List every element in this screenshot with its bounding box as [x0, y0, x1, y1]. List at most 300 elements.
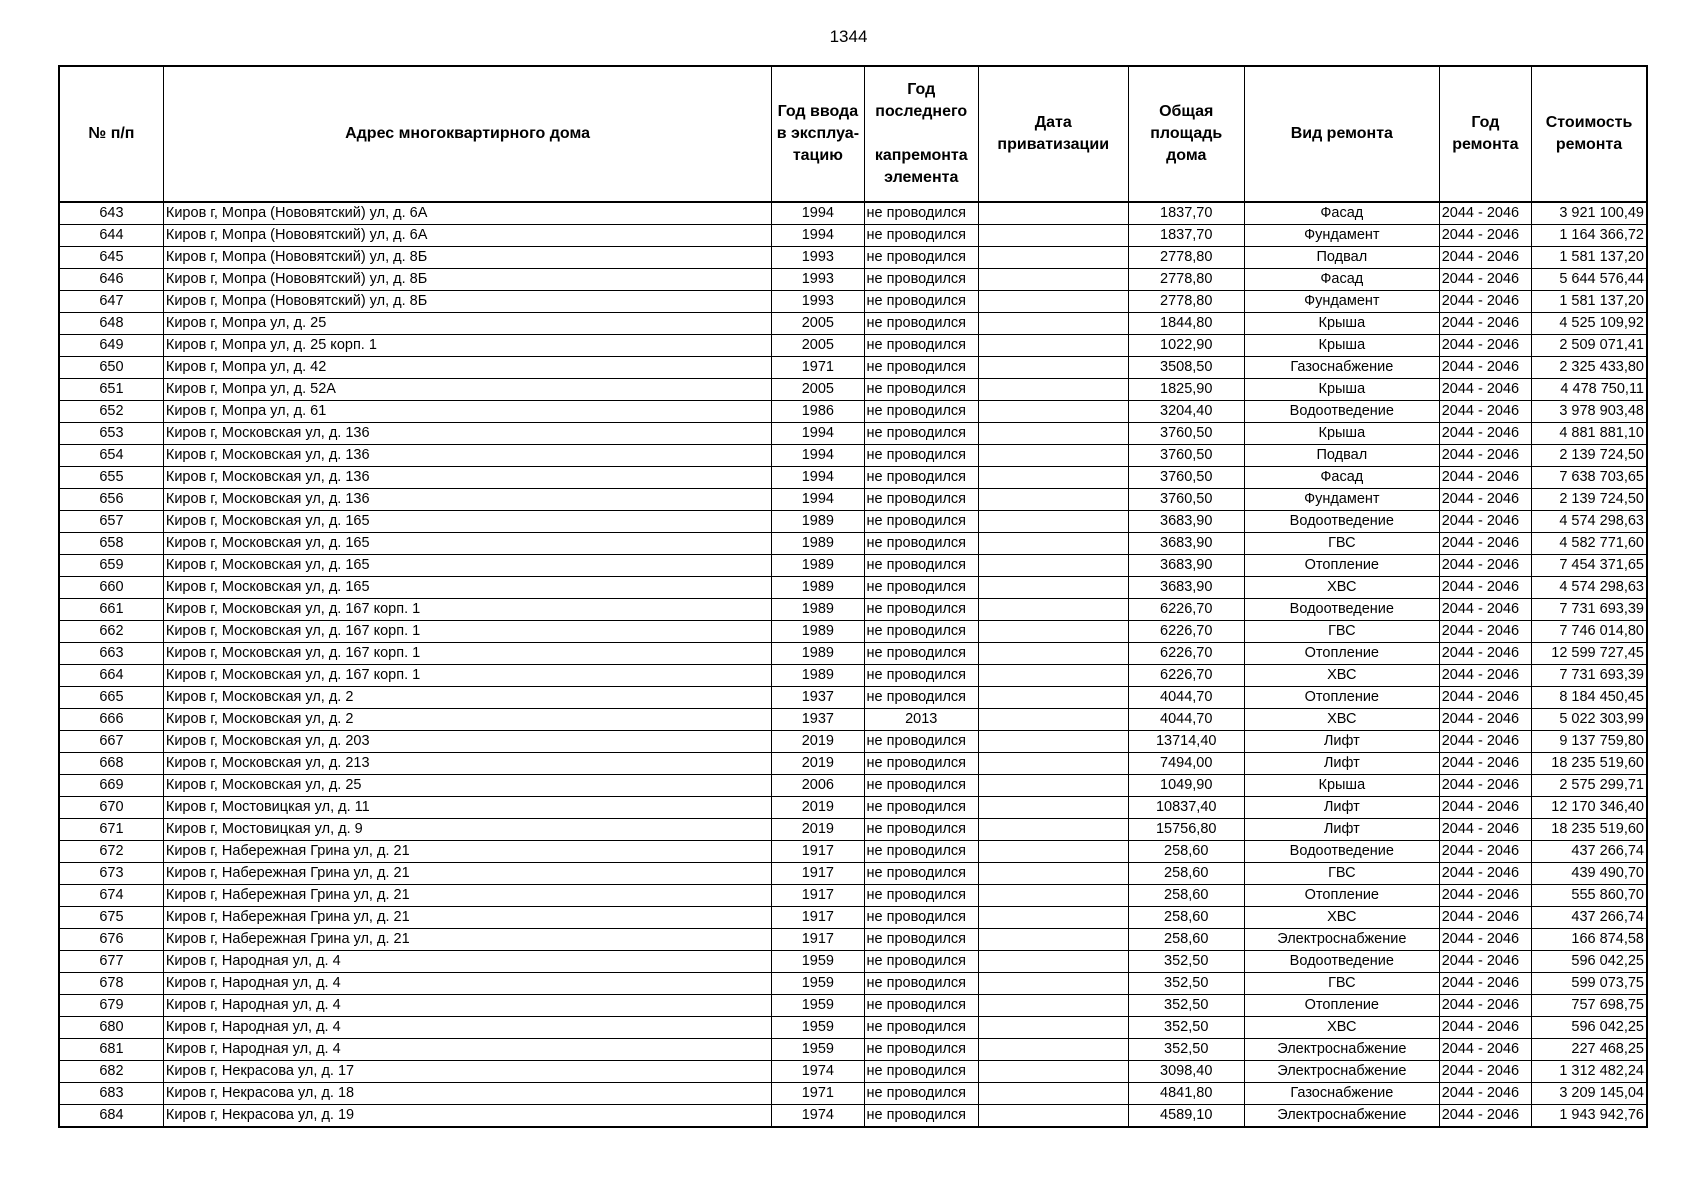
row-last-repair: не проводился	[864, 951, 978, 973]
row-repair-type: Электроснабжение	[1244, 1061, 1439, 1083]
row-year-built: 1994	[772, 467, 864, 489]
row-repair-years: 2044 - 2046	[1439, 467, 1531, 489]
row-repair-type: Крыша	[1244, 775, 1439, 797]
row-last-repair: не проводился	[864, 687, 978, 709]
row-last-repair: не проводился	[864, 225, 978, 247]
row-number: 651	[59, 379, 163, 401]
row-area: 3683,90	[1128, 533, 1244, 555]
row-repair-years: 2044 - 2046	[1439, 643, 1531, 665]
row-area: 1844,80	[1128, 313, 1244, 335]
row-address: Киров г, Московская ул, д. 136	[163, 489, 771, 511]
row-address: Киров г, Народная ул, д. 4	[163, 1017, 771, 1039]
row-privatization	[978, 687, 1128, 709]
row-cost: 596 042,25	[1532, 1017, 1647, 1039]
row-address: Киров г, Народная ул, д. 4	[163, 973, 771, 995]
row-cost: 18 235 519,60	[1532, 819, 1647, 841]
row-privatization	[978, 753, 1128, 775]
row-area: 6226,70	[1128, 621, 1244, 643]
row-repair-years: 2044 - 2046	[1439, 973, 1531, 995]
row-last-repair: не проводился	[864, 291, 978, 313]
row-privatization	[978, 379, 1128, 401]
row-area: 4589,10	[1128, 1105, 1244, 1128]
row-privatization	[978, 797, 1128, 819]
row-repair-years: 2044 - 2046	[1439, 665, 1531, 687]
row-number: 673	[59, 863, 163, 885]
row-last-repair: не проводился	[864, 753, 978, 775]
row-last-repair: не проводился	[864, 1061, 978, 1083]
row-cost: 2 139 724,50	[1532, 489, 1647, 511]
table-row	[59, 687, 1647, 709]
row-number: 660	[59, 577, 163, 599]
row-address: Киров г, Московская ул, д. 136	[163, 445, 771, 467]
row-cost: 2 325 433,80	[1532, 357, 1647, 379]
table-row	[59, 775, 1647, 797]
row-number: 659	[59, 555, 163, 577]
row-cost: 2 139 724,50	[1532, 445, 1647, 467]
row-year-built: 1917	[772, 841, 864, 863]
row-repair-type: Лифт	[1244, 731, 1439, 753]
row-address: Киров г, Набережная Грина ул, д. 21	[163, 929, 771, 951]
row-last-repair: не проводился	[864, 885, 978, 907]
row-address: Киров г, Набережная Грина ул, д. 21	[163, 907, 771, 929]
row-last-repair: не проводился	[864, 841, 978, 863]
row-area: 6226,70	[1128, 665, 1244, 687]
table-row	[59, 1061, 1647, 1083]
row-last-repair: не проводился	[864, 775, 978, 797]
row-repair-type: Лифт	[1244, 753, 1439, 775]
row-last-repair: не проводился	[864, 335, 978, 357]
header-last-repair: Год последнего капремонта элемента	[864, 66, 978, 202]
row-area: 258,60	[1128, 863, 1244, 885]
row-year-built: 1989	[772, 511, 864, 533]
row-repair-type: Отопление	[1244, 995, 1439, 1017]
row-number: 683	[59, 1083, 163, 1105]
row-year-built: 1959	[772, 951, 864, 973]
table-row	[59, 423, 1647, 445]
table-header	[59, 66, 1647, 202]
row-cost: 227 468,25	[1532, 1039, 1647, 1061]
table-row	[59, 973, 1647, 995]
row-repair-years: 2044 - 2046	[1439, 863, 1531, 885]
row-repair-type: Отопление	[1244, 643, 1439, 665]
row-area: 1837,70	[1128, 202, 1244, 225]
row-year-built: 1917	[772, 863, 864, 885]
row-cost: 4 582 771,60	[1532, 533, 1647, 555]
table-row	[59, 885, 1647, 907]
row-area: 1825,90	[1128, 379, 1244, 401]
row-cost: 3 921 100,49	[1532, 202, 1647, 225]
row-repair-type: ХВС	[1244, 907, 1439, 929]
row-cost: 7 731 693,39	[1532, 599, 1647, 621]
row-repair-years: 2044 - 2046	[1439, 929, 1531, 951]
row-address: Киров г, Мопра (Нововятский) ул, д. 8Б	[163, 291, 771, 313]
row-privatization	[978, 291, 1128, 313]
row-address: Киров г, Московская ул, д. 165	[163, 577, 771, 599]
row-repair-years: 2044 - 2046	[1439, 269, 1531, 291]
row-repair-type: Крыша	[1244, 313, 1439, 335]
row-cost: 4 881 881,10	[1532, 423, 1647, 445]
row-cost: 1 943 942,76	[1532, 1105, 1647, 1128]
row-year-built: 1937	[772, 687, 864, 709]
row-cost: 757 698,75	[1532, 995, 1647, 1017]
row-privatization	[978, 709, 1128, 731]
row-repair-type: Водоотведение	[1244, 599, 1439, 621]
row-year-built: 1989	[772, 621, 864, 643]
row-last-repair: не проводился	[864, 357, 978, 379]
row-repair-type: Электроснабжение	[1244, 1105, 1439, 1128]
row-repair-type: Отопление	[1244, 885, 1439, 907]
row-cost: 4 478 750,11	[1532, 379, 1647, 401]
header-area: Общая площадь дома	[1128, 66, 1244, 202]
row-privatization	[978, 775, 1128, 797]
row-address: Киров г, Мопра (Нововятский) ул, д. 6А	[163, 225, 771, 247]
row-number: 675	[59, 907, 163, 929]
row-privatization	[978, 863, 1128, 885]
row-year-built: 1974	[772, 1105, 864, 1128]
row-number: 667	[59, 731, 163, 753]
row-address: Киров г, Московская ул, д. 165	[163, 533, 771, 555]
row-year-built: 1917	[772, 907, 864, 929]
row-privatization	[978, 357, 1128, 379]
row-area: 10837,40	[1128, 797, 1244, 819]
row-last-repair: не проводился	[864, 577, 978, 599]
row-repair-type: Электроснабжение	[1244, 1039, 1439, 1061]
row-cost: 12 599 727,45	[1532, 643, 1647, 665]
row-number: 661	[59, 599, 163, 621]
row-repair-type: Отопление	[1244, 555, 1439, 577]
row-last-repair: не проводился	[864, 995, 978, 1017]
row-privatization	[978, 951, 1128, 973]
row-last-repair: не проводился	[864, 973, 978, 995]
table-row	[59, 709, 1647, 731]
row-privatization	[978, 445, 1128, 467]
row-address: Киров г, Мопра ул, д. 25 корп. 1	[163, 335, 771, 357]
row-privatization	[978, 885, 1128, 907]
row-repair-type: Лифт	[1244, 797, 1439, 819]
row-repair-years: 2044 - 2046	[1439, 775, 1531, 797]
row-number: 654	[59, 445, 163, 467]
row-last-repair: не проводился	[864, 1083, 978, 1105]
table-row	[59, 555, 1647, 577]
row-year-built: 1937	[772, 709, 864, 731]
row-area: 13714,40	[1128, 731, 1244, 753]
row-last-repair: не проводился	[864, 401, 978, 423]
row-number: 655	[59, 467, 163, 489]
row-number: 684	[59, 1105, 163, 1128]
row-number: 672	[59, 841, 163, 863]
row-number: 671	[59, 819, 163, 841]
row-area: 258,60	[1128, 907, 1244, 929]
row-cost: 18 235 519,60	[1532, 753, 1647, 775]
row-number: 681	[59, 1039, 163, 1061]
row-privatization	[978, 1061, 1128, 1083]
table-row	[59, 445, 1647, 467]
row-last-repair: не проводился	[864, 511, 978, 533]
row-number: 653	[59, 423, 163, 445]
row-privatization	[978, 731, 1128, 753]
row-repair-years: 2044 - 2046	[1439, 533, 1531, 555]
row-year-built: 1959	[772, 1039, 864, 1061]
row-address: Киров г, Московская ул, д. 2	[163, 709, 771, 731]
row-number: 645	[59, 247, 163, 269]
row-area: 3683,90	[1128, 555, 1244, 577]
row-repair-years: 2044 - 2046	[1439, 753, 1531, 775]
row-cost: 2 509 071,41	[1532, 335, 1647, 357]
row-repair-years: 2044 - 2046	[1439, 709, 1531, 731]
row-repair-type: Лифт	[1244, 819, 1439, 841]
row-repair-years: 2044 - 2046	[1439, 511, 1531, 533]
row-last-repair: не проводился	[864, 489, 978, 511]
table-row	[59, 1105, 1647, 1128]
row-privatization	[978, 511, 1128, 533]
row-repair-years: 2044 - 2046	[1439, 379, 1531, 401]
table-row	[59, 841, 1647, 863]
table-row	[59, 929, 1647, 951]
row-address: Киров г, Московская ул, д. 25	[163, 775, 771, 797]
row-address: Киров г, Московская ул, д. 167 корп. 1	[163, 665, 771, 687]
row-number: 664	[59, 665, 163, 687]
row-address: Киров г, Мопра (Нововятский) ул, д. 8Б	[163, 247, 771, 269]
row-cost: 5 644 576,44	[1532, 269, 1647, 291]
table-row	[59, 533, 1647, 555]
row-cost: 4 525 109,92	[1532, 313, 1647, 335]
row-repair-years: 2044 - 2046	[1439, 599, 1531, 621]
row-cost: 596 042,25	[1532, 951, 1647, 973]
row-repair-type: Фундамент	[1244, 489, 1439, 511]
row-year-built: 1989	[772, 599, 864, 621]
row-last-repair: не проводился	[864, 247, 978, 269]
header-address: Адрес многоквартирного дома	[163, 66, 771, 202]
row-last-repair: не проводился	[864, 269, 978, 291]
table-row	[59, 379, 1647, 401]
row-cost: 4 574 298,63	[1532, 511, 1647, 533]
row-last-repair: 2013	[864, 709, 978, 731]
row-number: 663	[59, 643, 163, 665]
row-number: 670	[59, 797, 163, 819]
row-privatization	[978, 1039, 1128, 1061]
table-row	[59, 467, 1647, 489]
row-cost: 2 575 299,71	[1532, 775, 1647, 797]
row-cost: 437 266,74	[1532, 841, 1647, 863]
header-num: № п/п	[59, 66, 163, 202]
row-last-repair: не проводился	[864, 202, 978, 225]
row-number: 643	[59, 202, 163, 225]
row-area: 6226,70	[1128, 599, 1244, 621]
row-address: Киров г, Московская ул, д. 165	[163, 555, 771, 577]
row-cost: 1 581 137,20	[1532, 247, 1647, 269]
row-area: 6226,70	[1128, 643, 1244, 665]
row-repair-years: 2044 - 2046	[1439, 995, 1531, 1017]
row-address: Киров г, Московская ул, д. 136	[163, 423, 771, 445]
row-year-built: 1994	[772, 489, 864, 511]
row-cost: 5 022 303,99	[1532, 709, 1647, 731]
row-repair-years: 2044 - 2046	[1439, 202, 1531, 225]
row-last-repair: не проводился	[864, 797, 978, 819]
table-row	[59, 291, 1647, 313]
row-privatization	[978, 1105, 1128, 1128]
row-repair-type: ГВС	[1244, 973, 1439, 995]
row-year-built: 1993	[772, 269, 864, 291]
row-repair-years: 2044 - 2046	[1439, 445, 1531, 467]
row-last-repair: не проводился	[864, 1039, 978, 1061]
row-year-built: 1994	[772, 225, 864, 247]
row-repair-years: 2044 - 2046	[1439, 1061, 1531, 1083]
row-repair-type: Фасад	[1244, 202, 1439, 225]
row-year-built: 2005	[772, 313, 864, 335]
row-address: Киров г, Мопра ул, д. 61	[163, 401, 771, 423]
row-repair-years: 2044 - 2046	[1439, 951, 1531, 973]
table-row	[59, 577, 1647, 599]
row-last-repair: не проводился	[864, 1017, 978, 1039]
row-repair-years: 2044 - 2046	[1439, 841, 1531, 863]
row-number: 665	[59, 687, 163, 709]
row-cost: 599 073,75	[1532, 973, 1647, 995]
row-year-built: 1989	[772, 533, 864, 555]
capital-repair-table	[58, 65, 1648, 1128]
row-area: 15756,80	[1128, 819, 1244, 841]
row-number: 648	[59, 313, 163, 335]
row-area: 3760,50	[1128, 489, 1244, 511]
row-area: 3683,90	[1128, 577, 1244, 599]
row-area: 352,50	[1128, 951, 1244, 973]
row-repair-type: ХВС	[1244, 577, 1439, 599]
row-repair-type: Крыша	[1244, 379, 1439, 401]
row-cost: 7 454 371,65	[1532, 555, 1647, 577]
row-address: Киров г, Мопра ул, д. 52А	[163, 379, 771, 401]
row-area: 3204,40	[1128, 401, 1244, 423]
row-privatization	[978, 335, 1128, 357]
table-row	[59, 335, 1647, 357]
row-year-built: 1917	[772, 885, 864, 907]
row-number: 646	[59, 269, 163, 291]
table-row	[59, 225, 1647, 247]
row-year-built: 1989	[772, 555, 864, 577]
row-area: 4044,70	[1128, 687, 1244, 709]
row-number: 679	[59, 995, 163, 1017]
row-last-repair: не проводился	[864, 929, 978, 951]
row-cost: 3 209 145,04	[1532, 1083, 1647, 1105]
row-area: 1022,90	[1128, 335, 1244, 357]
row-privatization	[978, 225, 1128, 247]
row-number: 649	[59, 335, 163, 357]
row-repair-years: 2044 - 2046	[1439, 335, 1531, 357]
row-address: Киров г, Московская ул, д. 213	[163, 753, 771, 775]
row-year-built: 2019	[772, 797, 864, 819]
table-row	[59, 313, 1647, 335]
row-privatization	[978, 621, 1128, 643]
row-year-built: 1989	[772, 665, 864, 687]
row-privatization	[978, 665, 1128, 687]
row-repair-type: Водоотведение	[1244, 841, 1439, 863]
row-cost: 1 581 137,20	[1532, 291, 1647, 313]
row-area: 3760,50	[1128, 423, 1244, 445]
row-repair-years: 2044 - 2046	[1439, 225, 1531, 247]
row-area: 1837,70	[1128, 225, 1244, 247]
row-repair-years: 2044 - 2046	[1439, 247, 1531, 269]
row-privatization	[978, 1017, 1128, 1039]
row-address: Киров г, Мопра ул, д. 25	[163, 313, 771, 335]
row-repair-years: 2044 - 2046	[1439, 1039, 1531, 1061]
header-year-built: Год ввода в эксплуа-тацию	[772, 66, 864, 202]
row-repair-years: 2044 - 2046	[1439, 1017, 1531, 1039]
row-year-built: 2005	[772, 335, 864, 357]
row-number: 676	[59, 929, 163, 951]
row-last-repair: не проводился	[864, 445, 978, 467]
row-number: 662	[59, 621, 163, 643]
row-area: 352,50	[1128, 1039, 1244, 1061]
row-cost: 4 574 298,63	[1532, 577, 1647, 599]
row-repair-type: ГВС	[1244, 533, 1439, 555]
row-number: 657	[59, 511, 163, 533]
row-year-built: 1959	[772, 1017, 864, 1039]
row-privatization	[978, 995, 1128, 1017]
header-cost: Стоимость ремонта	[1532, 66, 1647, 202]
table-row	[59, 511, 1647, 533]
row-repair-type: Подвал	[1244, 247, 1439, 269]
row-privatization	[978, 247, 1128, 269]
table-row	[59, 665, 1647, 687]
row-number: 674	[59, 885, 163, 907]
table-row	[59, 819, 1647, 841]
row-number: 658	[59, 533, 163, 555]
table-row	[59, 731, 1647, 753]
row-address: Киров г, Народная ул, д. 4	[163, 1039, 771, 1061]
row-repair-years: 2044 - 2046	[1439, 291, 1531, 313]
row-repair-type: Отопление	[1244, 687, 1439, 709]
row-area: 2778,80	[1128, 247, 1244, 269]
row-number: 668	[59, 753, 163, 775]
table-row	[59, 489, 1647, 511]
table-row	[59, 753, 1647, 775]
row-privatization	[978, 489, 1128, 511]
row-cost: 437 266,74	[1532, 907, 1647, 929]
row-cost: 1 312 482,24	[1532, 1061, 1647, 1083]
row-area: 3508,50	[1128, 357, 1244, 379]
row-number: 678	[59, 973, 163, 995]
row-number: 680	[59, 1017, 163, 1039]
row-address: Киров г, Мостовицкая ул, д. 9	[163, 819, 771, 841]
row-repair-years: 2044 - 2046	[1439, 423, 1531, 445]
table-body	[59, 202, 1647, 1127]
table-row	[59, 907, 1647, 929]
row-year-built: 1959	[772, 995, 864, 1017]
row-last-repair: не проводился	[864, 819, 978, 841]
row-number: 669	[59, 775, 163, 797]
row-repair-years: 2044 - 2046	[1439, 1083, 1531, 1105]
row-address: Киров г, Мопра (Нововятский) ул, д. 8Б	[163, 269, 771, 291]
row-address: Киров г, Московская ул, д. 167 корп. 1	[163, 599, 771, 621]
row-repair-type: Подвал	[1244, 445, 1439, 467]
row-repair-type: Фасад	[1244, 467, 1439, 489]
row-year-built: 2005	[772, 379, 864, 401]
row-address: Киров г, Народная ул, д. 4	[163, 995, 771, 1017]
row-last-repair: не проводился	[864, 1105, 978, 1128]
row-area: 3760,50	[1128, 445, 1244, 467]
row-area: 258,60	[1128, 841, 1244, 863]
header-privatization: Дата приватизации	[978, 66, 1128, 202]
row-cost: 555 860,70	[1532, 885, 1647, 907]
row-year-built: 1971	[772, 357, 864, 379]
row-cost: 12 170 346,40	[1532, 797, 1647, 819]
row-repair-years: 2044 - 2046	[1439, 489, 1531, 511]
row-year-built: 1971	[772, 1083, 864, 1105]
row-cost: 7 746 014,80	[1532, 621, 1647, 643]
row-address: Киров г, Московская ул, д. 136	[163, 467, 771, 489]
row-repair-type: ГВС	[1244, 863, 1439, 885]
row-privatization	[978, 643, 1128, 665]
row-year-built: 1993	[772, 247, 864, 269]
row-repair-type: Фундамент	[1244, 225, 1439, 247]
